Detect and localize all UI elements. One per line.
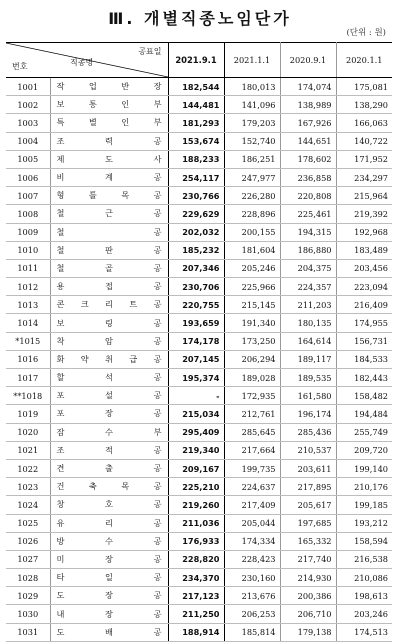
header-no-label: 번호 bbox=[12, 62, 28, 71]
wage-value: 199,140 bbox=[336, 459, 392, 477]
wage-value: 167,926 bbox=[280, 114, 336, 132]
wage-value: 217,895 bbox=[280, 478, 336, 496]
row-number: 1002 bbox=[6, 96, 50, 114]
wage-value: 186,880 bbox=[280, 241, 336, 259]
job-name-cell bbox=[50, 78, 168, 96]
wage-value: 199,185 bbox=[336, 496, 392, 514]
wage-value: 211,250 bbox=[168, 605, 224, 623]
page-title: Ⅲ. 개별직종노임단가 bbox=[108, 9, 292, 28]
table-row bbox=[6, 514, 392, 532]
wage-value: 189,535 bbox=[280, 369, 336, 387]
wage-value: 191,340 bbox=[224, 314, 280, 332]
table-row bbox=[6, 605, 392, 623]
wage-value: 225,966 bbox=[224, 278, 280, 296]
wage-value: 193,212 bbox=[336, 514, 392, 532]
wage-value: 173,250 bbox=[224, 332, 280, 350]
job-name-cell bbox=[50, 532, 168, 550]
wage-value: 217,664 bbox=[224, 441, 280, 459]
wage-value: 178,602 bbox=[280, 150, 336, 168]
job-name: 화 약 취 급 공 bbox=[56, 353, 162, 364]
wage-value: 209,720 bbox=[336, 441, 392, 459]
row-number: 1017 bbox=[6, 369, 50, 387]
job-name-cell bbox=[50, 605, 168, 623]
wage-value: 215,964 bbox=[336, 187, 392, 205]
job-name: 내 장 공 bbox=[56, 608, 162, 619]
wage-value: 179,203 bbox=[224, 114, 280, 132]
job-name: 미 장 공 bbox=[56, 553, 162, 564]
column-header-2021-1: 2021.1.1 bbox=[224, 43, 280, 78]
wage-value: 215,145 bbox=[224, 296, 280, 314]
job-name-cell bbox=[50, 332, 168, 350]
job-name-cell bbox=[50, 168, 168, 186]
wage-value: 255,749 bbox=[336, 423, 392, 441]
wage-value: 144,481 bbox=[168, 96, 224, 114]
wage-value: 182,544 bbox=[168, 78, 224, 96]
wage-value: 181,604 bbox=[224, 241, 280, 259]
row-number: 1011 bbox=[6, 259, 50, 277]
job-name-cell bbox=[50, 423, 168, 441]
wage-value: 192,968 bbox=[336, 223, 392, 241]
wage-value: 144,651 bbox=[280, 132, 336, 150]
wage-value: 205,617 bbox=[280, 496, 336, 514]
wage-value: 182,443 bbox=[336, 369, 392, 387]
row-number: 1005 bbox=[6, 150, 50, 168]
job-name: 유 리 공 bbox=[56, 517, 162, 528]
wage-value: 194,315 bbox=[280, 223, 336, 241]
wage-value: 164,614 bbox=[280, 332, 336, 350]
wage-value: 179,138 bbox=[280, 623, 336, 641]
job-name-cell bbox=[50, 569, 168, 587]
wage-value: 216,538 bbox=[336, 550, 392, 568]
wage-value: 210,176 bbox=[336, 478, 392, 496]
wage-value: 203,456 bbox=[336, 259, 392, 277]
row-number: 1016 bbox=[6, 350, 50, 368]
job-name-cell bbox=[50, 241, 168, 259]
table-row bbox=[6, 587, 392, 605]
table-row bbox=[6, 423, 392, 441]
table-row bbox=[6, 150, 392, 168]
wage-value: 236,858 bbox=[280, 168, 336, 186]
wage-value: 171,952 bbox=[336, 150, 392, 168]
wage-value: 193,659 bbox=[168, 314, 224, 332]
wage-value: 174,955 bbox=[336, 314, 392, 332]
job-name: 조 력 공 bbox=[56, 135, 162, 146]
job-name: 형 틀 목 공 bbox=[56, 190, 162, 201]
wage-value: 220,808 bbox=[280, 187, 336, 205]
job-name-cell bbox=[50, 478, 168, 496]
wage-value: 202,032 bbox=[168, 223, 224, 241]
job-name-cell bbox=[50, 550, 168, 568]
table-row bbox=[6, 168, 392, 186]
header-job-label: 직종명 bbox=[70, 58, 94, 67]
wage-value: 234,370 bbox=[168, 569, 224, 587]
wage-value: 226,280 bbox=[224, 187, 280, 205]
job-name: 착 암 공 bbox=[56, 335, 162, 346]
row-number: **1018 bbox=[6, 387, 50, 405]
table-row bbox=[6, 387, 392, 405]
row-number: 1012 bbox=[6, 278, 50, 296]
wage-value: 205,044 bbox=[224, 514, 280, 532]
column-header-2020-1: 2020.1.1 bbox=[336, 43, 392, 78]
wage-value: 212,761 bbox=[224, 405, 280, 423]
wage-value: 211,203 bbox=[280, 296, 336, 314]
wage-value: 197,685 bbox=[280, 514, 336, 532]
row-number: 1028 bbox=[6, 569, 50, 587]
job-name-cell bbox=[50, 514, 168, 532]
table-row bbox=[6, 550, 392, 568]
wage-value: 176,933 bbox=[168, 532, 224, 550]
wage-value: 161,580 bbox=[280, 387, 336, 405]
wage-value: 165,332 bbox=[280, 532, 336, 550]
job-name-cell bbox=[50, 278, 168, 296]
table-row bbox=[6, 241, 392, 259]
row-number: *1015 bbox=[6, 332, 50, 350]
table-row bbox=[6, 478, 392, 496]
wage-value: 295,409 bbox=[168, 423, 224, 441]
wage-value: 186,251 bbox=[224, 150, 280, 168]
row-number: 1020 bbox=[6, 423, 50, 441]
wage-value: 224,637 bbox=[224, 478, 280, 496]
wage-value: 217,123 bbox=[168, 587, 224, 605]
table-row bbox=[6, 332, 392, 350]
table-row bbox=[6, 496, 392, 514]
job-name: 방 수 공 bbox=[56, 535, 162, 546]
table-row bbox=[6, 278, 392, 296]
table-row bbox=[6, 259, 392, 277]
row-number: 1027 bbox=[6, 550, 50, 568]
wage-value: 225,461 bbox=[280, 205, 336, 223]
row-number: 1031 bbox=[6, 623, 50, 641]
wage-value: 214,930 bbox=[280, 569, 336, 587]
wage-value: 183,489 bbox=[336, 241, 392, 259]
table-row bbox=[6, 369, 392, 387]
wage-value: 225,210 bbox=[168, 478, 224, 496]
wage-value: 180,135 bbox=[280, 314, 336, 332]
wage-value: 158,482 bbox=[336, 387, 392, 405]
wage-value: 209,167 bbox=[168, 459, 224, 477]
job-name: 철 골 공 bbox=[56, 262, 162, 273]
header-date-label: 공표일 bbox=[138, 47, 162, 56]
wage-value: 230,160 bbox=[224, 569, 280, 587]
row-number: 1007 bbox=[6, 187, 50, 205]
header-diagonal-cell bbox=[6, 43, 168, 78]
job-name: 도 장 공 bbox=[56, 590, 162, 601]
job-name: 포 장 공 bbox=[56, 408, 162, 419]
job-name-cell bbox=[50, 150, 168, 168]
table-row bbox=[6, 187, 392, 205]
wage-value: 215,034 bbox=[168, 405, 224, 423]
job-name: 할 석 공 bbox=[56, 372, 162, 383]
wage-value: 188,914 bbox=[168, 623, 224, 641]
job-name: 용 접 공 bbox=[56, 281, 162, 292]
wage-value: 285,645 bbox=[224, 423, 280, 441]
wage-value: 199,735 bbox=[224, 459, 280, 477]
job-name-cell bbox=[50, 387, 168, 405]
wage-value: 180,013 bbox=[224, 78, 280, 96]
row-number: 1006 bbox=[6, 168, 50, 186]
job-name-cell bbox=[50, 441, 168, 459]
wage-value: 185,814 bbox=[224, 623, 280, 641]
wage-value: 206,294 bbox=[224, 350, 280, 368]
wage-value: 166,063 bbox=[336, 114, 392, 132]
wage-value: 198,613 bbox=[336, 587, 392, 605]
wage-value: 206,253 bbox=[224, 605, 280, 623]
wage-value: 174,074 bbox=[280, 78, 336, 96]
table-row bbox=[6, 350, 392, 368]
wage-value: 203,246 bbox=[336, 605, 392, 623]
job-name: 포 설 공 bbox=[56, 390, 162, 401]
job-name: 보 통 인 부 bbox=[56, 99, 162, 110]
job-name: 특 별 인 부 bbox=[56, 117, 162, 128]
wage-value: 228,820 bbox=[168, 550, 224, 568]
wage-value: 174,178 bbox=[168, 332, 224, 350]
row-number: 1013 bbox=[6, 296, 50, 314]
row-number: 1029 bbox=[6, 587, 50, 605]
job-name: 작 업 반 장 bbox=[56, 81, 162, 92]
wage-value: 140,722 bbox=[336, 132, 392, 150]
wage-value: 220,755 bbox=[168, 296, 224, 314]
wage-value: 228,423 bbox=[224, 550, 280, 568]
job-name-cell bbox=[50, 496, 168, 514]
job-name: 보 링 공 bbox=[56, 317, 162, 328]
job-name-cell bbox=[50, 623, 168, 641]
wage-value: 230,766 bbox=[168, 187, 224, 205]
wage-value: 141,096 bbox=[224, 96, 280, 114]
wage-value: 204,375 bbox=[280, 259, 336, 277]
row-number: 1021 bbox=[6, 441, 50, 459]
job-name: 견 출 공 bbox=[56, 463, 162, 474]
wage-value: 207,145 bbox=[168, 350, 224, 368]
job-name-cell bbox=[50, 296, 168, 314]
wage-value: 254,117 bbox=[168, 168, 224, 186]
table-row bbox=[6, 78, 392, 96]
row-number: 1026 bbox=[6, 532, 50, 550]
table-row bbox=[6, 223, 392, 241]
wage-value: 216,409 bbox=[336, 296, 392, 314]
wage-value: 138,290 bbox=[336, 96, 392, 114]
wage-value: 224,357 bbox=[280, 278, 336, 296]
job-name: 콘 크 리 트 공 bbox=[56, 299, 162, 310]
table-row bbox=[6, 405, 392, 423]
job-name-cell bbox=[50, 314, 168, 332]
wage-value: 285,436 bbox=[280, 423, 336, 441]
table-body bbox=[6, 78, 392, 642]
job-name: 조 적 공 bbox=[56, 444, 162, 455]
wage-value: 229,629 bbox=[168, 205, 224, 223]
table-row bbox=[6, 314, 392, 332]
job-name: 잠 수 부 bbox=[56, 426, 162, 437]
wage-value: 217,740 bbox=[280, 550, 336, 568]
job-name-cell bbox=[50, 114, 168, 132]
wage-value: 210,086 bbox=[336, 569, 392, 587]
wage-value: 195,374 bbox=[168, 369, 224, 387]
unit-label: (단위 : 원) bbox=[346, 28, 386, 38]
wage-value: 234,297 bbox=[336, 168, 392, 186]
table-row bbox=[6, 623, 392, 641]
job-name-cell bbox=[50, 587, 168, 605]
wage-value: 200,155 bbox=[224, 223, 280, 241]
table-header-row bbox=[6, 43, 392, 78]
wage-value: 181,293 bbox=[168, 114, 224, 132]
wage-value: 185,232 bbox=[168, 241, 224, 259]
row-number: 1010 bbox=[6, 241, 50, 259]
row-number: 1030 bbox=[6, 605, 50, 623]
wage-value: 219,260 bbox=[168, 496, 224, 514]
wage-value: 217,409 bbox=[224, 496, 280, 514]
wage-value: 174,334 bbox=[224, 532, 280, 550]
job-name: 철 근 공 bbox=[56, 208, 162, 219]
wage-value: 172,935 bbox=[224, 387, 280, 405]
wage-value: 230,706 bbox=[168, 278, 224, 296]
table-row bbox=[6, 132, 392, 150]
wage-value: 158,594 bbox=[336, 532, 392, 550]
wage-value: 203,611 bbox=[280, 459, 336, 477]
row-number: 1025 bbox=[6, 514, 50, 532]
wage-value: 184,533 bbox=[336, 350, 392, 368]
job-name-cell bbox=[50, 132, 168, 150]
table-row bbox=[6, 532, 392, 550]
table-row bbox=[6, 205, 392, 223]
wage-value: 189,117 bbox=[280, 350, 336, 368]
row-number: 1003 bbox=[6, 114, 50, 132]
wage-value: 156,731 bbox=[336, 332, 392, 350]
job-name: 타 일 공 bbox=[56, 572, 162, 583]
job-name: 건 축 목 공 bbox=[56, 481, 162, 492]
wage-value: 200,386 bbox=[280, 587, 336, 605]
wage-value: 153,674 bbox=[168, 132, 224, 150]
row-number: 1024 bbox=[6, 496, 50, 514]
wage-value: 247,977 bbox=[224, 168, 280, 186]
job-name-cell bbox=[50, 405, 168, 423]
job-name-cell bbox=[50, 369, 168, 387]
row-number: 1023 bbox=[6, 478, 50, 496]
wage-value: 206,710 bbox=[280, 605, 336, 623]
wage-value: 223,094 bbox=[336, 278, 392, 296]
job-name-cell bbox=[50, 259, 168, 277]
job-name-cell bbox=[50, 459, 168, 477]
wage-value: 194,484 bbox=[336, 405, 392, 423]
wage-value: 219,340 bbox=[168, 441, 224, 459]
row-number: 1009 bbox=[6, 223, 50, 241]
column-header-2021-9: 2021.9.1 bbox=[168, 43, 224, 78]
job-name: 철 판 공 bbox=[56, 244, 162, 255]
row-number: 1008 bbox=[6, 205, 50, 223]
wage-value: 205,246 bbox=[224, 259, 280, 277]
wage-table bbox=[6, 42, 392, 642]
row-number: 1001 bbox=[6, 78, 50, 96]
row-number: 1019 bbox=[6, 405, 50, 423]
wage-value: 207,346 bbox=[168, 259, 224, 277]
wage-value: 174,513 bbox=[336, 623, 392, 641]
row-number: 1004 bbox=[6, 132, 50, 150]
wage-value: 211,036 bbox=[168, 514, 224, 532]
job-name-cell bbox=[50, 350, 168, 368]
wage-value: 138,989 bbox=[280, 96, 336, 114]
job-name-cell bbox=[50, 96, 168, 114]
wage-value: 213,676 bbox=[224, 587, 280, 605]
wage-value: 188,233 bbox=[168, 150, 224, 168]
table-row bbox=[6, 296, 392, 314]
row-number: 1022 bbox=[6, 459, 50, 477]
wage-value: 189,028 bbox=[224, 369, 280, 387]
table-row bbox=[6, 114, 392, 132]
wage-value: 219,392 bbox=[336, 205, 392, 223]
job-name-cell bbox=[50, 205, 168, 223]
column-header-2020-9: 2020.9.1 bbox=[280, 43, 336, 78]
table-row bbox=[6, 459, 392, 477]
job-name: 비 계 공 bbox=[56, 172, 162, 183]
table-row bbox=[6, 569, 392, 587]
job-name: 도 배 공 bbox=[56, 626, 162, 637]
job-name-cell bbox=[50, 187, 168, 205]
job-name: 철 공 bbox=[56, 226, 162, 237]
wage-value: - bbox=[168, 387, 224, 405]
job-name: 창 호 공 bbox=[56, 499, 162, 510]
table-row bbox=[6, 96, 392, 114]
row-number: 1014 bbox=[6, 314, 50, 332]
job-name-cell bbox=[50, 223, 168, 241]
table-row bbox=[6, 441, 392, 459]
job-name: 제 도 사 bbox=[56, 153, 162, 164]
wage-value: 175,081 bbox=[336, 78, 392, 96]
wage-value: 196,174 bbox=[280, 405, 336, 423]
wage-value: 228,896 bbox=[224, 205, 280, 223]
wage-value: 210,537 bbox=[280, 441, 336, 459]
wage-value: 152,740 bbox=[224, 132, 280, 150]
